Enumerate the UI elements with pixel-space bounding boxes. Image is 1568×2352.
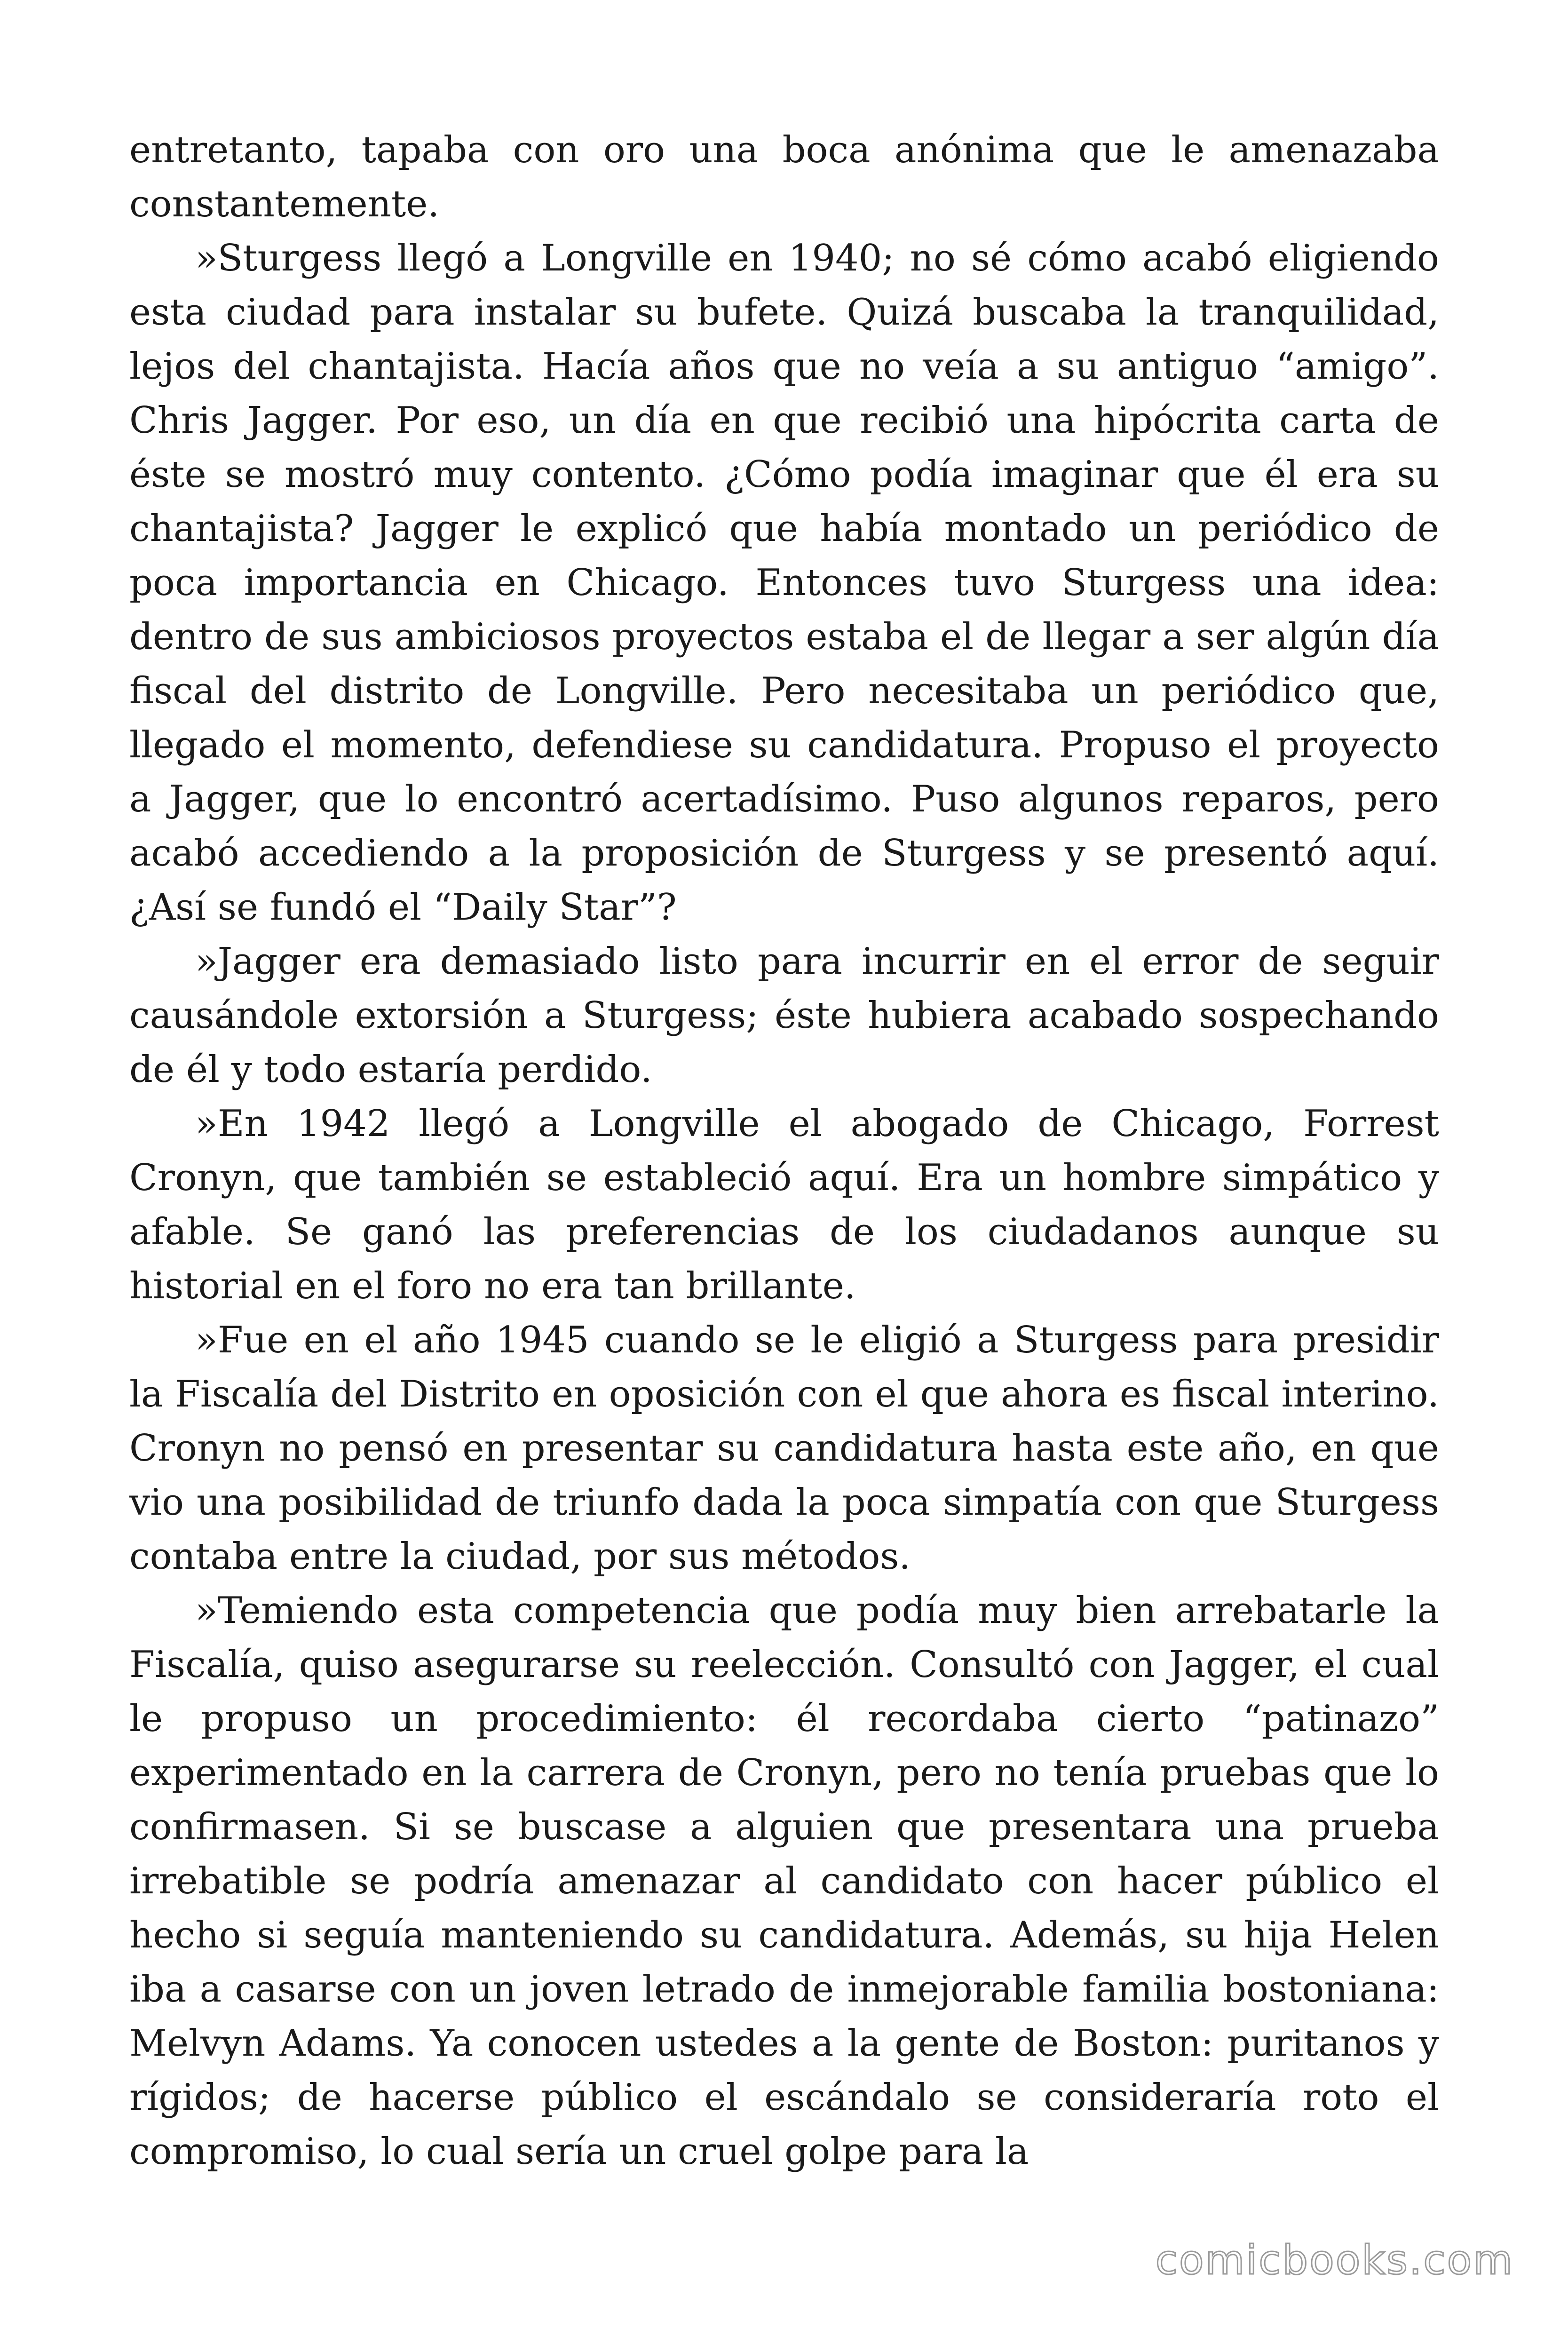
paragraph-6: »Temiendo esta competencia que podía muy bien arrebatarle la Fiscalía, quiso asegurarse su reelección. Consultó con Jagger, el cual le propuso un procedimiento: él recordaba cierto “patinazo” experimentado en la carrera de Cronyn, pero no tenía pruebas que lo confirmasen. Si se buscase a alguien que presentara una prueba irrebatible se podría amenazar al candidato con hacer público el hecho si seguía manteniendo su candidatura. Además, su hija Helen iba a casarse con un joven letrado de inmejorable familia bostoniana: Melvyn Adams. Ya conocen ustedes a la gente de Boston: puritanos y rígidos; de hacerse público el escándalo se consideraría roto el compromiso, lo cual sería un cruel golpe para la [129, 1589, 1439, 2173]
paragraph-3: »Jagger era demasiado listo para incurrir en el error de seguir causándole extorsión a Sturgess; éste hubiera acabado sospechando de él y todo estaría perdido. [129, 940, 1439, 1091]
page-text [129, 123, 1439, 2179]
paragraph-5: »Fue en el año 1945 cuando se le eligió a Sturgess para presidir la Fiscalía del Distrito en oposición con el que ahora es fiscal interino. Cronyn no pensó en presentar su candidatura hasta este año, en que vio una posibilidad de triunfo dada la poca simpatía con que Sturgess contaba entre la ciudad, por sus métodos. [129, 1319, 1439, 1578]
paragraph-2: »Sturgess llegó a Longville en 1940; no sé cómo acabó eligiendo esta ciudad para instalar su bufete. Quizá buscaba la tranquilidad, lejos del chantajista. Hacía años que no veía a su antiguo “amigo”. Chris Jagger. Por eso, un día en que recibió una hipócrita carta de éste se mostró muy contento. ¿Cómo podía imaginar que él era su chantajista? Jagger le explicó que había montado un periódico de poca importancia en Chicago. Entonces tuvo Sturgess una idea: dentro de sus ambiciosos proyectos estaba el de llegar a ser algún día fiscal del distrito de Longville. Pero necesitaba un periódico que, llegado el momento, defendiese su candidatura. Propuso el proyecto a Jagger, que lo encontró acertadísimo. Puso algunos reparos, pero acabó accediendo a la proposición de Sturgess y se presentó aquí. ¿Así se fundó el “Daily Star”? [129, 237, 1439, 929]
paragraph-1: entretanto, tapaba con oro una boca anónima que le amenazaba constantemente. [129, 129, 1439, 225]
paragraph-4: »En 1942 llegó a Longville el abogado de Chicago, Forrest Cronyn, que también se estableció aquí. Era un hombre simpático y afable. Se ganó las preferencias de los ciudadanos aunque su historial en el foro no era tan brillante. [129, 1103, 1439, 1307]
watermark: comicbooks.com [1155, 2237, 1514, 2284]
